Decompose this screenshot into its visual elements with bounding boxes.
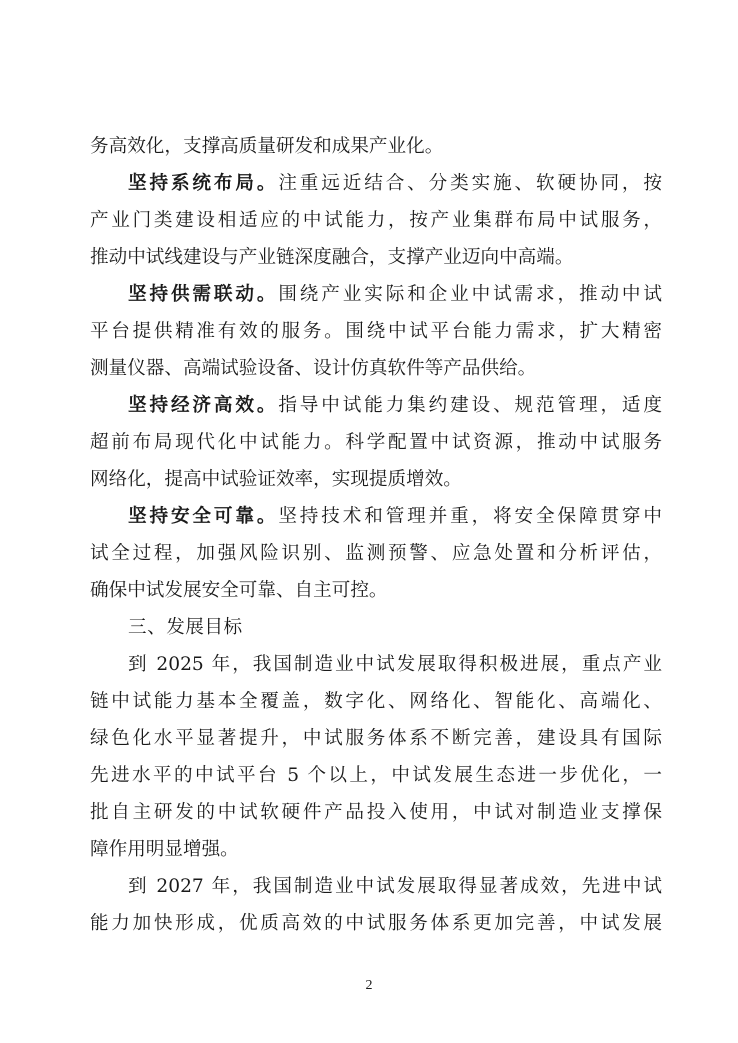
text-fragment: 注重远近结合、分类实施、软硬协同，按 [278,173,662,194]
document-page [90,128,662,942]
text-line: 障作用明显增强。 [90,839,239,860]
text-line: 批自主研发的中试软硬件产品投入使用，中试对制造业支撑保 [90,802,662,823]
text-line [90,165,662,202]
text-line: 测量仪器、高端试验设备、设计仿真软件等产品供给。 [90,358,537,379]
text-line: 到 2025 年，我国制造业中试发展取得积极进展，重点产业 [128,654,662,675]
section-heading-text: 三、发展目标 [128,617,243,638]
text-line: 试全过程，加强风险识别、监测预警、应急处置和分析评估， [90,543,662,564]
text-line [90,498,662,535]
text-line [90,387,662,424]
text-line: 先进水平的中试平台 5 个以上，中试发展生态进一步优化，一 [90,765,662,786]
text-line: 到 2027 年，我国制造业中试发展取得显著成效，先进中试 [128,876,662,897]
text-line: 务高效化，支撑高质量研发和成果产业化。 [90,136,444,157]
paragraph-continuation [90,128,662,165]
paragraph-principle-system-layout [90,165,662,276]
paragraph-principle-supply-demand [90,276,662,387]
text-line: 网络化，提高中试验证效率，实现提质增效。 [90,469,462,490]
paragraph-goals-2027 [90,868,662,942]
text-fragment: 坚持技术和管理并重，将安全保障贯穿中 [278,506,662,527]
page-number: 2 [365,978,373,993]
paragraph-principle-efficiency [90,387,662,498]
paragraph-principle-safety [90,498,662,609]
principle-lead: 坚持经济高效。 [128,395,279,416]
text-fragment: 围绕产业实际和企业中试需求，推动中试 [278,284,662,305]
principle-lead: 坚持系统布局。 [128,173,279,194]
text-line: 推动中试线建设与产业链深度融合，支撑产业迈向中高端。 [90,247,574,268]
text-fragment: 指导中试能力集约建设、规范管理，适度 [278,395,662,416]
text-line: 能力加快形成，优质高效的中试服务体系更加完善，中试发展 [90,913,662,934]
text-line: 链中试能力基本全覆盖，数字化、网络化、智能化、高端化、 [90,691,662,712]
section-heading [90,609,662,646]
text-line: 绿色化水平显著提升，中试服务体系不断完善，建设具有国际 [90,728,662,749]
principle-lead: 坚持安全可靠。 [128,506,279,527]
text-line: 产业门类建设相适应的中试能力，按产业集群布局中试服务， [90,210,662,231]
text-line [90,276,662,313]
text-line: 超前布局现代化中试能力。科学配置中试资源，推动中试服务 [90,432,662,453]
paragraph-goals-2025 [90,646,662,868]
text-line: 确保中试发展安全可靠、自主可控。 [90,580,388,601]
text-line: 平台提供精准有效的服务。围绕中试平台能力需求，扩大精密 [90,321,662,342]
principle-lead: 坚持供需联动。 [128,284,279,305]
